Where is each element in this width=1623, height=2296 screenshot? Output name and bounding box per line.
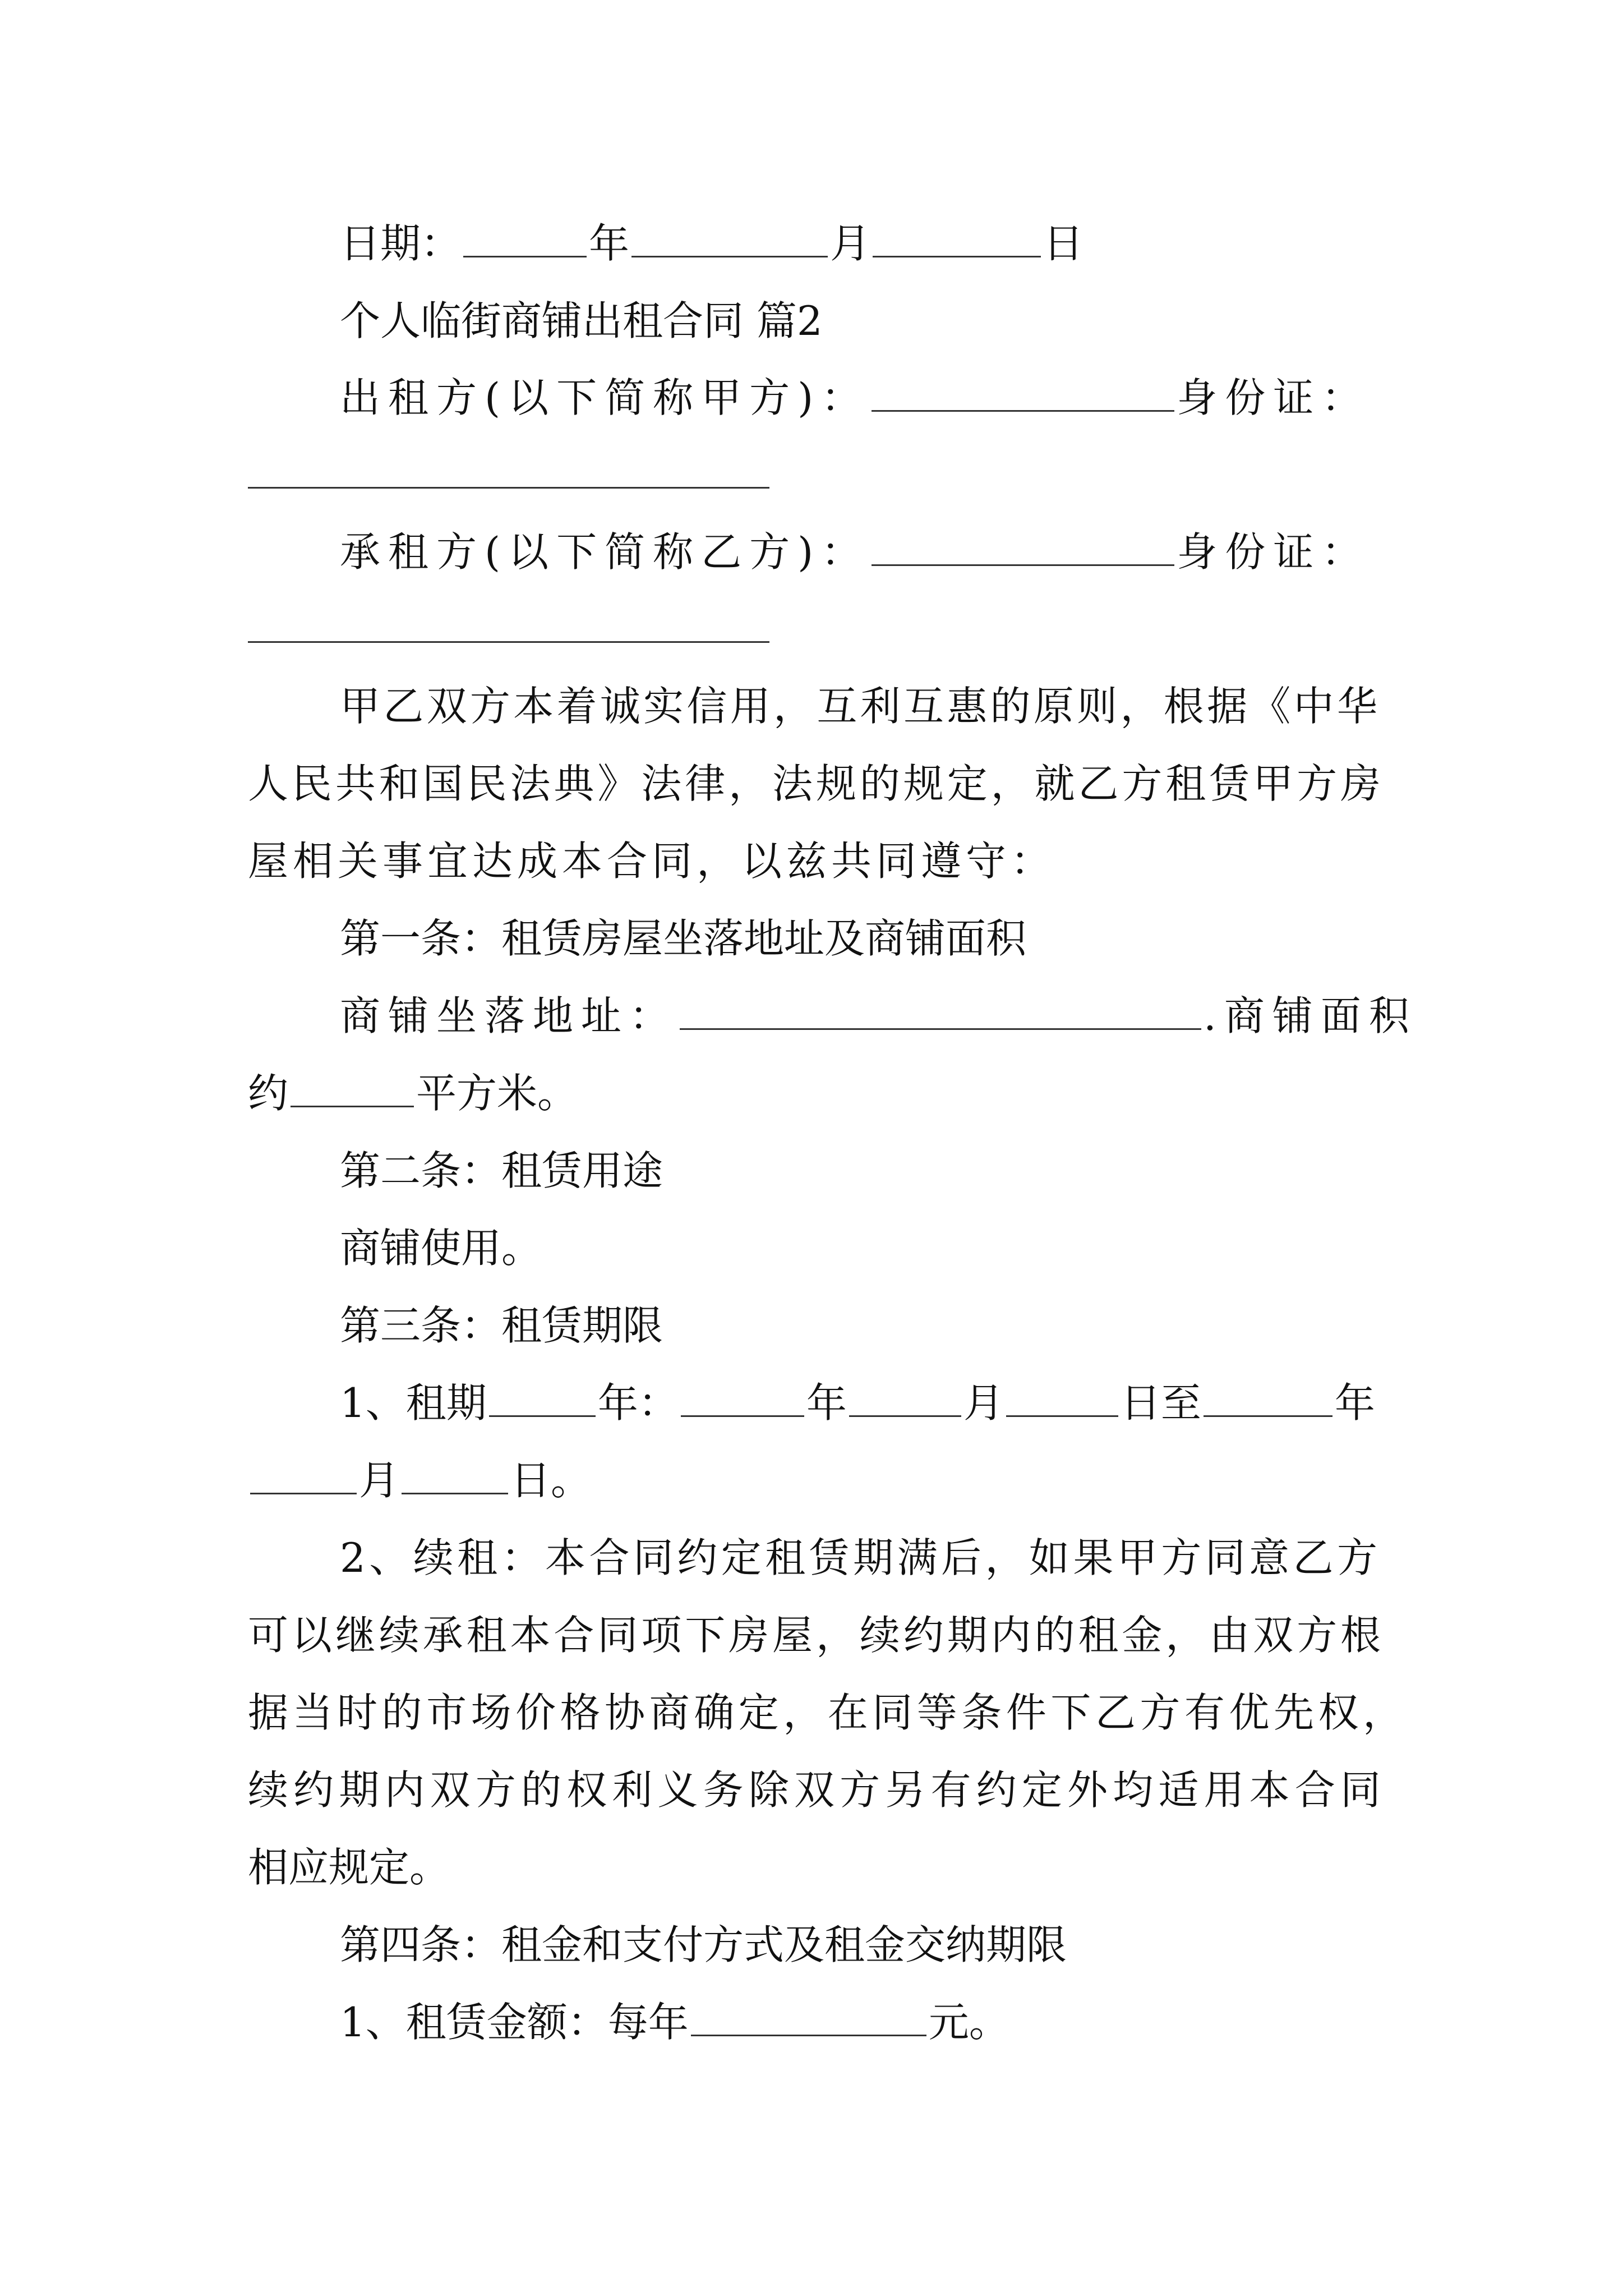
start-month-label: 月 <box>963 1379 1004 1427</box>
rent-amount-unit: 元。 <box>928 1999 1009 2046</box>
renewal-line-4: 续约期内双方的权利义务除双方另有约定外均适用本合同 <box>248 1766 1381 1814</box>
start-year-label: 年 <box>806 1379 847 1427</box>
day-blank <box>873 219 1041 257</box>
area-unit: 平方米。 <box>416 1070 578 1117</box>
area-approx: 约 <box>248 1070 289 1117</box>
preamble-line-3: 屋相关事宜达成本合同，以兹共同遵守： <box>248 838 1056 885</box>
article1-area-line <box>248 1055 578 1132</box>
rent-amount-label: 1、租赁金额：每年 <box>340 1999 689 2046</box>
day-label: 日 <box>1043 220 1084 267</box>
rent-amount-line <box>340 1984 1009 2061</box>
lessee-name-blank <box>872 527 1174 566</box>
end-day-label: 日。 <box>510 1457 592 1504</box>
year-label: 年 <box>589 220 630 267</box>
date-label: 日期： <box>340 220 462 267</box>
lessor-line <box>340 359 1370 436</box>
address-label: 商铺坐落地址： <box>340 992 678 1039</box>
start-day-label: 日至 <box>1120 1379 1201 1427</box>
end-month-blank <box>250 1456 357 1494</box>
start-month-blank <box>849 1378 961 1417</box>
article2-heading: 第二条：租赁用途 <box>340 1147 663 1194</box>
end-year-label: 年 <box>1334 1379 1375 1427</box>
lessor-id-blank <box>248 487 769 489</box>
term-end-line <box>248 1442 591 1519</box>
year-blank <box>463 219 587 257</box>
area-blank <box>291 1069 414 1107</box>
lessee-line <box>340 513 1370 591</box>
document-title: 个人临街商铺出租合同 篇2 <box>340 297 823 344</box>
rent-amount-blank <box>691 1998 926 2036</box>
end-year-blank <box>1204 1378 1332 1417</box>
term-label: 1、租期 <box>340 1379 487 1427</box>
date-line <box>340 205 1083 282</box>
address-blank <box>680 991 1201 1030</box>
article1-address-line <box>340 977 1417 1055</box>
renewal-line-1: 2、续租：本合同约定租赁期满后，如果甲方同意乙方 <box>340 1534 1377 1581</box>
lessee-id-label: 身份证： <box>1177 528 1370 576</box>
end-day-blank <box>402 1456 508 1494</box>
start-day-blank <box>1006 1378 1118 1417</box>
end-month-label: 月 <box>359 1457 400 1504</box>
term-years-blank <box>489 1378 596 1417</box>
lessor-label: 出租方(以下简称甲方)： <box>340 374 870 421</box>
article2-text: 商铺使用。 <box>340 1225 542 1272</box>
lessor-id-label: 身份证： <box>1177 374 1370 421</box>
preamble-line-2: 人民共和国民法典》法律，法规的规定，就乙方租赁甲方房 <box>248 760 1381 807</box>
lessor-name-blank <box>872 373 1174 412</box>
month-blank <box>631 219 828 257</box>
term-line <box>340 1364 1375 1442</box>
lessee-label: 承租方(以下简称乙方)： <box>340 528 870 576</box>
article1-heading: 第一条：租赁房屋坐落地址及商铺面积 <box>340 915 1027 962</box>
lessee-id-blank <box>248 641 769 643</box>
preamble-line-1: 甲乙双方本着诚实信用，互利互惠的原则，根据《中华 <box>340 683 1377 730</box>
renewal-line-2: 可以继续承租本合同项下房屋，续约期内的租金，由双方根 <box>248 1612 1381 1659</box>
area-label: .商铺面积 <box>1204 992 1417 1039</box>
renewal-line-5: 相应规定。 <box>248 1844 450 1891</box>
article3-heading: 第三条：租赁期限 <box>340 1302 663 1349</box>
start-year-blank <box>681 1378 804 1417</box>
article4-heading: 第四条：租金和支付方式及租金交纳期限 <box>340 1921 1067 1968</box>
renewal-line-3: 据当时的市场价格协商确定，在同等条件下乙方有优先权， <box>248 1689 1403 1736</box>
term-years-label: 年： <box>597 1379 679 1427</box>
month-label: 月 <box>830 220 871 267</box>
